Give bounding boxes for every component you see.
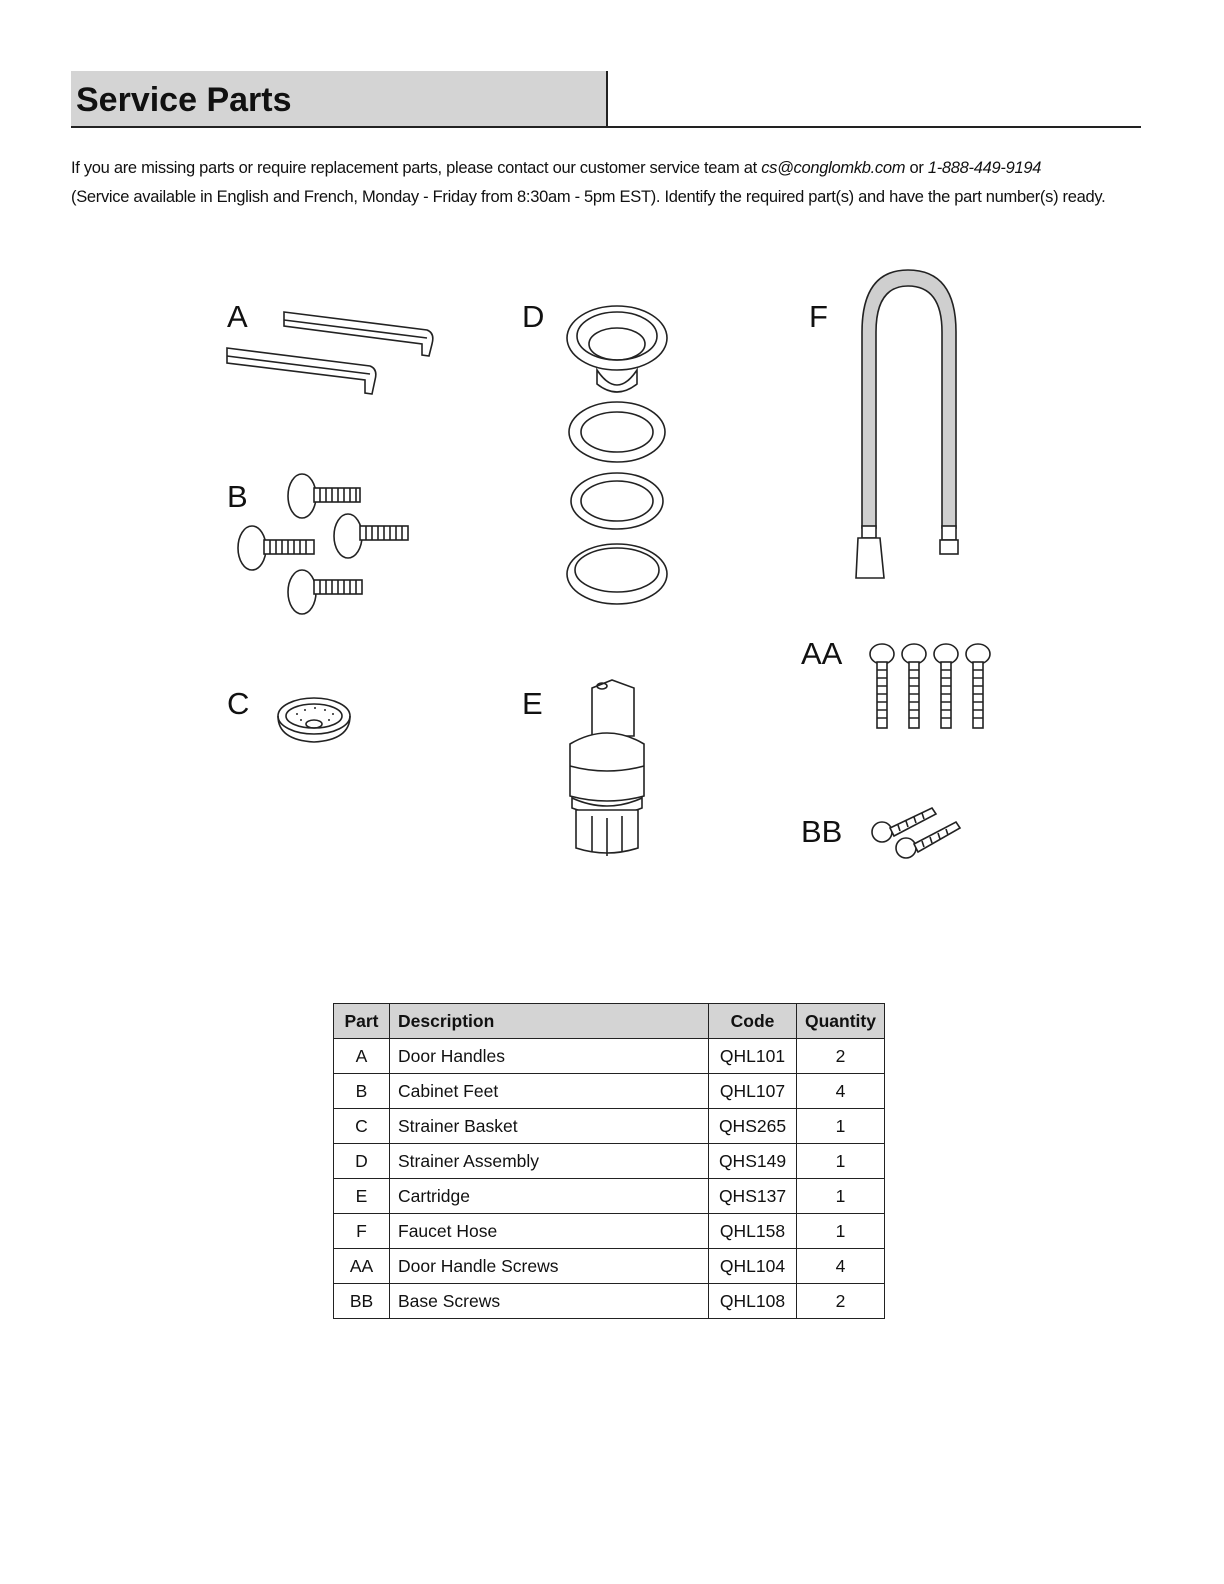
cell-code: QHL104 [709, 1249, 797, 1284]
cell-code: QHS265 [709, 1109, 797, 1144]
part-label-f: F [809, 299, 828, 334]
column-header-quantity: Quantity [797, 1004, 885, 1039]
cell-description: Strainer Assembly [390, 1144, 709, 1179]
part-label-d: D [522, 299, 545, 334]
phone-number[interactable]: 1-888-449-9194 [927, 159, 1042, 177]
cell-quantity: 1 [797, 1179, 885, 1214]
cell-quantity: 4 [797, 1074, 885, 1109]
door-handles-icon [222, 300, 442, 400]
cell-quantity: 1 [797, 1144, 885, 1179]
cell-code: QHL108 [709, 1284, 797, 1319]
cell-description: Cabinet Feet [390, 1074, 709, 1109]
cell-part: D [334, 1144, 390, 1179]
table-row [334, 1109, 885, 1144]
cell-description: Faucet Hose [390, 1214, 709, 1249]
cell-quantity: 1 [797, 1109, 885, 1144]
column-header-description: Description [390, 1004, 709, 1039]
cell-quantity: 1 [797, 1214, 885, 1249]
cell-code: QHL101 [709, 1039, 797, 1074]
cell-description: Door Handles [390, 1039, 709, 1074]
cell-quantity: 4 [797, 1249, 885, 1284]
strainer-assembly-icon [562, 300, 674, 610]
cell-description: Cartridge [390, 1179, 709, 1214]
table-row [334, 1179, 885, 1214]
cell-quantity: 2 [797, 1284, 885, 1319]
page-title: Service Parts [76, 81, 292, 119]
cell-part: AA [334, 1249, 390, 1284]
faucet-hose-icon [848, 268, 970, 584]
intro-line1-prefix: If you are missing parts or require replacement parts, please contact our customer service team at [71, 159, 762, 177]
strainer-basket-icon [274, 694, 356, 750]
table-row [334, 1144, 885, 1179]
part-label-bb: BB [801, 814, 843, 849]
column-header-part: Part [334, 1004, 390, 1039]
base-screws-icon [866, 794, 966, 866]
section-header [71, 71, 608, 127]
header-divider [71, 126, 1141, 128]
cell-part: C [334, 1109, 390, 1144]
cell-code: QHS149 [709, 1144, 797, 1179]
table-row [334, 1284, 885, 1319]
column-header-code: Code [709, 1004, 797, 1039]
cell-quantity: 2 [797, 1039, 885, 1074]
parts-table [333, 1003, 885, 1319]
part-label-aa: AA [801, 636, 843, 671]
cell-part: F [334, 1214, 390, 1249]
table-row [334, 1214, 885, 1249]
part-label-a: A [227, 299, 248, 334]
part-label-e: E [522, 686, 543, 721]
table-row [334, 1039, 885, 1074]
intro-line2: (Service available in English and French, Monday - Friday from 8:30am - 5pm EST). Identify the required part(s) and have the part number(s) ready. [71, 188, 1106, 206]
cell-code: QHS137 [709, 1179, 797, 1214]
part-label-b: B [227, 479, 248, 514]
email-link[interactable]: cs@conglomkb.com [761, 159, 906, 177]
cell-description: Strainer Basket [390, 1109, 709, 1144]
table-row [334, 1074, 885, 1109]
cell-code: QHL107 [709, 1074, 797, 1109]
cell-part: BB [334, 1284, 390, 1319]
cell-part: E [334, 1179, 390, 1214]
intro-or: or [905, 159, 928, 177]
cabinet-feet-icon [232, 468, 417, 628]
table-header-row [334, 1004, 885, 1039]
door-handle-screws-icon [866, 642, 998, 734]
intro-paragraph [71, 154, 1171, 212]
cell-part: A [334, 1039, 390, 1074]
cell-part: B [334, 1074, 390, 1109]
cartridge-icon [562, 676, 652, 862]
part-label-c: C [227, 686, 250, 721]
cell-code: QHL158 [709, 1214, 797, 1249]
table-row [334, 1249, 885, 1284]
cell-description: Door Handle Screws [390, 1249, 709, 1284]
cell-description: Base Screws [390, 1284, 709, 1319]
